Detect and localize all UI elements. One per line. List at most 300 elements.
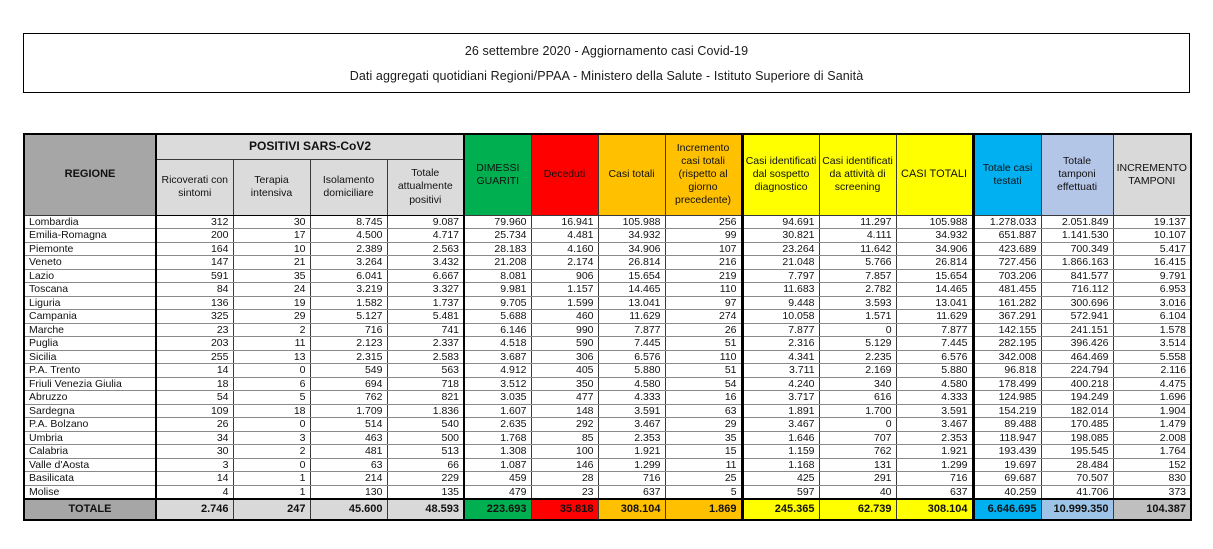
value-cell: 637 xyxy=(598,485,665,499)
value-cell: 15.654 xyxy=(598,269,665,283)
value-cell: 25 xyxy=(665,472,742,486)
value-cell: 637 xyxy=(896,485,973,499)
value-cell: 1.168 xyxy=(742,458,819,472)
value-cell: 35 xyxy=(665,431,742,445)
value-cell: 306 xyxy=(531,350,598,364)
value-cell: 3.219 xyxy=(310,283,387,297)
value-cell: 2.051.849 xyxy=(1041,215,1113,229)
value-cell: 367.291 xyxy=(973,310,1041,324)
table-row xyxy=(24,296,1191,310)
value-cell: 18 xyxy=(233,404,310,418)
value-cell: 29 xyxy=(665,418,742,432)
value-cell: 30 xyxy=(156,445,233,459)
value-cell: 8.745 xyxy=(310,215,387,229)
table-row xyxy=(24,242,1191,256)
value-cell: 5.688 xyxy=(464,310,531,324)
value-cell: 2.353 xyxy=(896,431,973,445)
value-cell: 2.169 xyxy=(819,364,896,378)
value-cell: 4.717 xyxy=(387,229,464,243)
value-cell: 2.174 xyxy=(531,256,598,270)
value-cell: 10.107 xyxy=(1113,229,1191,243)
value-cell: 79.960 xyxy=(464,215,531,229)
value-cell: 707 xyxy=(819,431,896,445)
value-cell: 2.782 xyxy=(819,283,896,297)
value-cell: 23.264 xyxy=(742,242,819,256)
col-header-isolamento: Isolamento domiciliare xyxy=(310,159,387,215)
value-cell: 4.160 xyxy=(531,242,598,256)
value-cell: 130 xyxy=(310,485,387,499)
value-cell: 2.315 xyxy=(310,350,387,364)
value-cell: 26.814 xyxy=(896,256,973,270)
value-cell: 224.794 xyxy=(1041,364,1113,378)
value-cell: 7.857 xyxy=(819,269,896,283)
value-cell: 11.683 xyxy=(742,283,819,297)
value-cell: 26 xyxy=(156,418,233,432)
value-cell: 14 xyxy=(156,472,233,486)
value-cell: 1.866.163 xyxy=(1041,256,1113,270)
covid-data-table xyxy=(23,133,1192,521)
total-value-cell: 62.739 xyxy=(819,499,896,520)
value-cell: 591 xyxy=(156,269,233,283)
region-name: Valle d'Aosta xyxy=(24,458,156,472)
value-cell: 700.349 xyxy=(1041,242,1113,256)
value-cell: 3.035 xyxy=(464,391,531,405)
value-cell: 312 xyxy=(156,215,233,229)
value-cell: 3.467 xyxy=(742,418,819,432)
value-cell: 2.008 xyxy=(1113,431,1191,445)
region-name: P.A. Bolzano xyxy=(24,418,156,432)
value-cell: 63 xyxy=(665,404,742,418)
value-cell: 694 xyxy=(310,377,387,391)
value-cell: 40.259 xyxy=(973,485,1041,499)
col-header-casi-sospetto-diagnostico: Casi identificati dal sospetto diagnostico xyxy=(742,134,819,215)
value-cell: 214 xyxy=(310,472,387,486)
value-cell: 15.654 xyxy=(896,269,973,283)
col-header-ricoverati: Ricoverati con sintomi xyxy=(156,159,233,215)
value-cell: 34.906 xyxy=(598,242,665,256)
value-cell: 3.591 xyxy=(896,404,973,418)
value-cell: 1.571 xyxy=(819,310,896,324)
value-cell: 11 xyxy=(665,458,742,472)
value-cell: 11.297 xyxy=(819,215,896,229)
col-header-incremento-casi: Incremento casi totali (rispetto al giorno precedente) xyxy=(665,134,742,215)
value-cell: 350 xyxy=(531,377,598,391)
value-cell: 193.439 xyxy=(973,445,1041,459)
table-row xyxy=(24,283,1191,297)
value-cell: 94.691 xyxy=(742,215,819,229)
col-header-casi-screening: Casi identificati da attività di screening xyxy=(819,134,896,215)
value-cell: 4.518 xyxy=(464,337,531,351)
value-cell: 1.141.530 xyxy=(1041,229,1113,243)
value-cell: 19.137 xyxy=(1113,215,1191,229)
total-row xyxy=(24,499,1191,520)
value-cell: 26 xyxy=(665,323,742,337)
value-cell: 3.467 xyxy=(598,418,665,432)
bulletin-source-subtitle: Dati aggregati quotidiani Regioni/PPAA - Ministero della Salute - Istituto Superiore di Sanità xyxy=(349,68,864,83)
value-cell: 16.941 xyxy=(531,215,598,229)
value-cell: 1.904 xyxy=(1113,404,1191,418)
table-row xyxy=(24,350,1191,364)
value-cell: 34 xyxy=(156,431,233,445)
value-cell: 3.717 xyxy=(742,391,819,405)
value-cell: 5.127 xyxy=(310,310,387,324)
value-cell: 21.048 xyxy=(742,256,819,270)
value-cell: 51 xyxy=(665,364,742,378)
value-cell: 54 xyxy=(156,391,233,405)
table-row xyxy=(24,445,1191,459)
value-cell: 6.576 xyxy=(896,350,973,364)
value-cell: 3.264 xyxy=(310,256,387,270)
region-name: Lombardia xyxy=(24,215,156,229)
table-row xyxy=(24,364,1191,378)
value-cell: 10.058 xyxy=(742,310,819,324)
value-cell: 0 xyxy=(233,418,310,432)
value-cell: 34.906 xyxy=(896,242,973,256)
table-row xyxy=(24,229,1191,243)
value-cell: 716.112 xyxy=(1041,283,1113,297)
value-cell: 110 xyxy=(665,350,742,364)
value-cell: 7.445 xyxy=(598,337,665,351)
total-value-cell: 2.746 xyxy=(156,499,233,520)
value-cell: 500 xyxy=(387,431,464,445)
value-cell: 89.488 xyxy=(973,418,1041,432)
value-cell: 6.104 xyxy=(1113,310,1191,324)
value-cell: 30.821 xyxy=(742,229,819,243)
value-cell: 41.706 xyxy=(1041,485,1113,499)
value-cell: 11 xyxy=(233,337,310,351)
col-header-casi-totali: Casi totali xyxy=(598,134,665,215)
covid-data-table-wrap xyxy=(23,133,1190,521)
table-row xyxy=(24,377,1191,391)
value-cell: 107 xyxy=(665,242,742,256)
value-cell: 2.116 xyxy=(1113,364,1191,378)
value-cell: 29 xyxy=(233,310,310,324)
value-cell: 0 xyxy=(233,458,310,472)
value-cell: 7.445 xyxy=(896,337,973,351)
value-cell: 342.008 xyxy=(973,350,1041,364)
region-name: Basilicata xyxy=(24,472,156,486)
value-cell: 3.591 xyxy=(598,404,665,418)
value-cell: 396.426 xyxy=(1041,337,1113,351)
value-cell: 255 xyxy=(156,350,233,364)
value-cell: 178.499 xyxy=(973,377,1041,391)
value-cell: 300.696 xyxy=(1041,296,1113,310)
value-cell: 170.485 xyxy=(1041,418,1113,432)
value-cell: 0 xyxy=(819,418,896,432)
value-cell: 16.415 xyxy=(1113,256,1191,270)
value-cell: 1.157 xyxy=(531,283,598,297)
total-label: TOTALE xyxy=(24,499,156,520)
region-name: Molise xyxy=(24,485,156,499)
value-cell: 11.629 xyxy=(598,310,665,324)
value-cell: 481 xyxy=(310,445,387,459)
value-cell: 21 xyxy=(233,256,310,270)
value-cell: 241.151 xyxy=(1041,323,1113,337)
value-cell: 23 xyxy=(156,323,233,337)
total-value-cell: 223.693 xyxy=(464,499,531,520)
region-name: Veneto xyxy=(24,256,156,270)
region-name: P.A. Trento xyxy=(24,364,156,378)
value-cell: 5 xyxy=(233,391,310,405)
value-cell: 4.341 xyxy=(742,350,819,364)
value-cell: 2.316 xyxy=(742,337,819,351)
value-cell: 9.705 xyxy=(464,296,531,310)
table-row xyxy=(24,391,1191,405)
value-cell: 14 xyxy=(156,364,233,378)
value-cell: 2 xyxy=(233,323,310,337)
region-name: Emilia-Romagna xyxy=(24,229,156,243)
value-cell: 1.921 xyxy=(896,445,973,459)
value-cell: 741 xyxy=(387,323,464,337)
value-cell: 0 xyxy=(819,323,896,337)
region-name: Sardegna xyxy=(24,404,156,418)
value-cell: 109 xyxy=(156,404,233,418)
value-cell: 5.558 xyxy=(1113,350,1191,364)
value-cell: 3 xyxy=(233,431,310,445)
table-row xyxy=(24,215,1191,229)
value-cell: 7.877 xyxy=(896,323,973,337)
value-cell: 463 xyxy=(310,431,387,445)
value-cell: 1.700 xyxy=(819,404,896,418)
value-cell: 6.953 xyxy=(1113,283,1191,297)
col-header-deceduti: Deceduti xyxy=(531,134,598,215)
value-cell: 282.195 xyxy=(973,337,1041,351)
value-cell: 274 xyxy=(665,310,742,324)
value-cell: 219 xyxy=(665,269,742,283)
value-cell: 11.642 xyxy=(819,242,896,256)
value-cell: 2.353 xyxy=(598,431,665,445)
value-cell: 400.218 xyxy=(1041,377,1113,391)
value-cell: 6.576 xyxy=(598,350,665,364)
value-cell: 3.467 xyxy=(896,418,973,432)
value-cell: 9.087 xyxy=(387,215,464,229)
value-cell: 54 xyxy=(665,377,742,391)
value-cell: 3.514 xyxy=(1113,337,1191,351)
value-cell: 1.768 xyxy=(464,431,531,445)
region-name: Umbria xyxy=(24,431,156,445)
col-header-totale-positivi: Totale attualmente positivi xyxy=(387,159,464,215)
value-cell: 9.448 xyxy=(742,296,819,310)
value-cell: 4.912 xyxy=(464,364,531,378)
value-cell: 5.880 xyxy=(598,364,665,378)
value-cell: 11.629 xyxy=(896,310,973,324)
value-cell: 1.646 xyxy=(742,431,819,445)
value-cell: 990 xyxy=(531,323,598,337)
value-cell: 198.085 xyxy=(1041,431,1113,445)
value-cell: 110 xyxy=(665,283,742,297)
value-cell: 590 xyxy=(531,337,598,351)
value-cell: 161.282 xyxy=(973,296,1041,310)
value-cell: 164 xyxy=(156,242,233,256)
total-value-cell: 48.593 xyxy=(387,499,464,520)
value-cell: 63 xyxy=(310,458,387,472)
value-cell: 4.240 xyxy=(742,377,819,391)
value-cell: 34.932 xyxy=(598,229,665,243)
value-cell: 405 xyxy=(531,364,598,378)
total-value-cell: 247 xyxy=(233,499,310,520)
value-cell: 481.455 xyxy=(973,283,1041,297)
value-cell: 1.087 xyxy=(464,458,531,472)
value-cell: 17 xyxy=(233,229,310,243)
value-cell: 18 xyxy=(156,377,233,391)
total-value-cell: 308.104 xyxy=(896,499,973,520)
value-cell: 13 xyxy=(233,350,310,364)
value-cell: 2.389 xyxy=(310,242,387,256)
value-cell: 513 xyxy=(387,445,464,459)
table-row xyxy=(24,485,1191,499)
value-cell: 5.880 xyxy=(896,364,973,378)
table-row xyxy=(24,458,1191,472)
value-cell: 4.500 xyxy=(310,229,387,243)
value-cell: 1.308 xyxy=(464,445,531,459)
value-cell: 100 xyxy=(531,445,598,459)
value-cell: 6 xyxy=(233,377,310,391)
value-cell: 4.333 xyxy=(598,391,665,405)
value-cell: 651.887 xyxy=(973,229,1041,243)
value-cell: 131 xyxy=(819,458,896,472)
value-cell: 200 xyxy=(156,229,233,243)
value-cell: 616 xyxy=(819,391,896,405)
value-cell: 1.607 xyxy=(464,404,531,418)
value-cell: 2.563 xyxy=(387,242,464,256)
table-footer xyxy=(24,499,1191,520)
value-cell: 256 xyxy=(665,215,742,229)
value-cell: 70.507 xyxy=(1041,472,1113,486)
value-cell: 3.512 xyxy=(464,377,531,391)
value-cell: 14.465 xyxy=(598,283,665,297)
value-cell: 35 xyxy=(233,269,310,283)
table-row xyxy=(24,418,1191,432)
region-name: Calabria xyxy=(24,445,156,459)
value-cell: 10 xyxy=(233,242,310,256)
value-cell: 7.877 xyxy=(598,323,665,337)
value-cell: 3.432 xyxy=(387,256,464,270)
value-cell: 718 xyxy=(387,377,464,391)
value-cell: 85 xyxy=(531,431,598,445)
value-cell: 1.578 xyxy=(1113,323,1191,337)
value-cell: 4.475 xyxy=(1113,377,1191,391)
value-cell: 5.417 xyxy=(1113,242,1191,256)
value-cell: 21.208 xyxy=(464,256,531,270)
value-cell: 464.469 xyxy=(1041,350,1113,364)
value-cell: 2.235 xyxy=(819,350,896,364)
value-cell: 136 xyxy=(156,296,233,310)
value-cell: 4 xyxy=(156,485,233,499)
value-cell: 425 xyxy=(742,472,819,486)
value-cell: 9.791 xyxy=(1113,269,1191,283)
value-cell: 459 xyxy=(464,472,531,486)
value-cell: 3.593 xyxy=(819,296,896,310)
value-cell: 5.129 xyxy=(819,337,896,351)
value-cell: 7.877 xyxy=(742,323,819,337)
value-cell: 2.123 xyxy=(310,337,387,351)
value-cell: 194.249 xyxy=(1041,391,1113,405)
value-cell: 549 xyxy=(310,364,387,378)
total-value-cell: 45.600 xyxy=(310,499,387,520)
value-cell: 28.183 xyxy=(464,242,531,256)
total-value-cell: 6.646.695 xyxy=(973,499,1041,520)
value-cell: 340 xyxy=(819,377,896,391)
value-cell: 1.737 xyxy=(387,296,464,310)
value-cell: 8.081 xyxy=(464,269,531,283)
value-cell: 1.696 xyxy=(1113,391,1191,405)
value-cell: 147 xyxy=(156,256,233,270)
value-cell: 727.456 xyxy=(973,256,1041,270)
table-row xyxy=(24,431,1191,445)
region-name: Lazio xyxy=(24,269,156,283)
value-cell: 0 xyxy=(233,364,310,378)
value-cell: 325 xyxy=(156,310,233,324)
region-name: Puglia xyxy=(24,337,156,351)
value-cell: 118.947 xyxy=(973,431,1041,445)
value-cell: 716 xyxy=(598,472,665,486)
region-name: Friuli Venezia Giulia xyxy=(24,377,156,391)
value-cell: 2.635 xyxy=(464,418,531,432)
value-cell: 154.219 xyxy=(973,404,1041,418)
value-cell: 6.041 xyxy=(310,269,387,283)
value-cell: 152 xyxy=(1113,458,1191,472)
value-cell: 51 xyxy=(665,337,742,351)
value-cell: 105.988 xyxy=(896,215,973,229)
value-cell: 2 xyxy=(233,445,310,459)
value-cell: 14.465 xyxy=(896,283,973,297)
value-cell: 30 xyxy=(233,215,310,229)
table-row xyxy=(24,472,1191,486)
value-cell: 841.577 xyxy=(1041,269,1113,283)
value-cell: 4.481 xyxy=(531,229,598,243)
value-cell: 703.206 xyxy=(973,269,1041,283)
value-cell: 229 xyxy=(387,472,464,486)
total-value-cell: 308.104 xyxy=(598,499,665,520)
col-group-header-positivi: POSITIVI SARS-CoV2 xyxy=(156,134,464,159)
value-cell: 69.687 xyxy=(973,472,1041,486)
value-cell: 563 xyxy=(387,364,464,378)
value-cell: 477 xyxy=(531,391,598,405)
value-cell: 716 xyxy=(896,472,973,486)
value-cell: 830 xyxy=(1113,472,1191,486)
total-value-cell: 245.365 xyxy=(742,499,819,520)
value-cell: 40 xyxy=(819,485,896,499)
value-cell: 1 xyxy=(233,485,310,499)
col-header-totale-casi-testati: Totale casi testati xyxy=(973,134,1041,215)
value-cell: 6.146 xyxy=(464,323,531,337)
value-cell: 479 xyxy=(464,485,531,499)
value-cell: 195.545 xyxy=(1041,445,1113,459)
value-cell: 373 xyxy=(1113,485,1191,499)
value-cell: 5.766 xyxy=(819,256,896,270)
col-header-terapia-intensiva: Terapia intensiva xyxy=(233,159,310,215)
value-cell: 1.836 xyxy=(387,404,464,418)
value-cell: 4.580 xyxy=(598,377,665,391)
value-cell: 146 xyxy=(531,458,598,472)
value-cell: 1.599 xyxy=(531,296,598,310)
value-cell: 7.797 xyxy=(742,269,819,283)
value-cell: 2.583 xyxy=(387,350,464,364)
value-cell: 28.484 xyxy=(1041,458,1113,472)
value-cell: 105.988 xyxy=(598,215,665,229)
region-name: Campania xyxy=(24,310,156,324)
value-cell: 3.711 xyxy=(742,364,819,378)
title-box xyxy=(23,33,1190,93)
value-cell: 19 xyxy=(233,296,310,310)
total-value-cell: 1.869 xyxy=(665,499,742,520)
value-cell: 762 xyxy=(310,391,387,405)
col-header-casi-totali-maiuscolo: CASI TOTALI xyxy=(896,134,973,215)
region-name: Marche xyxy=(24,323,156,337)
value-cell: 26.814 xyxy=(598,256,665,270)
value-cell: 99 xyxy=(665,229,742,243)
value-cell: 203 xyxy=(156,337,233,351)
